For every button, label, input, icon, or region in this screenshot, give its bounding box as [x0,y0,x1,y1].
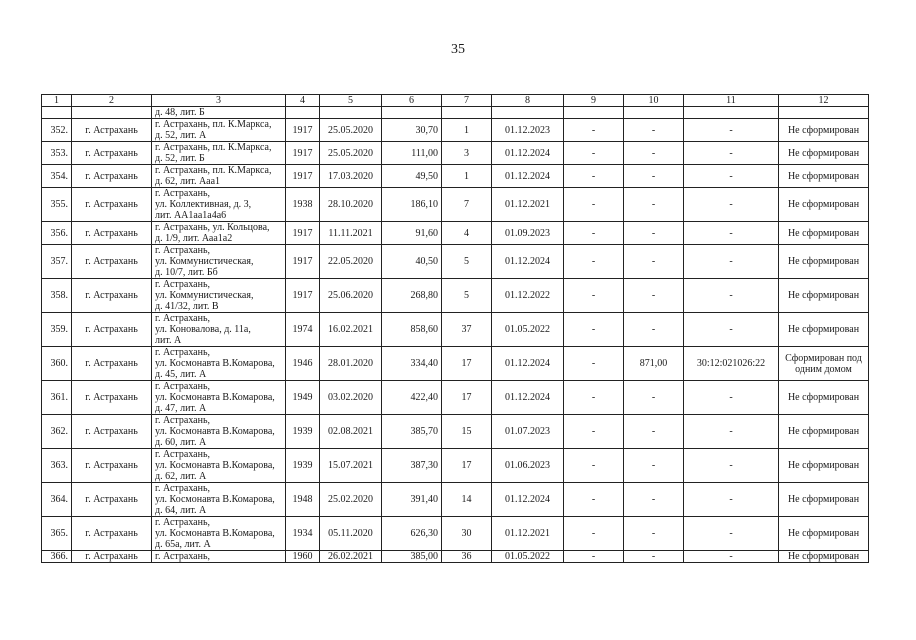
column-header: 10 [624,95,684,107]
date-cell: 15.07.2021 [320,449,382,483]
city-cell: г. Астрахань [72,415,152,449]
deadline-cell: 01.07.2023 [492,415,564,449]
address-cell: г. Астрахань, ул. Космонавта В.Комарова, д. 47, лит. А [152,381,286,415]
column-10-cell: - [624,449,684,483]
deadline-cell: 01.05.2022 [492,551,564,563]
date-cell: 28.10.2020 [320,188,382,222]
area-cell: 626,30 [382,517,442,551]
column-10-cell: - [624,517,684,551]
column-11-cell: 30:12:021026:22 [684,347,779,381]
deadline-cell: 01.09.2023 [492,222,564,245]
column-header: 3 [152,95,286,107]
deadline-cell: 01.12.2021 [492,188,564,222]
year-cell: 1917 [286,245,320,279]
table-row [42,142,869,165]
date-cell: 28.01.2020 [320,347,382,381]
column-11-cell: - [684,381,779,415]
column-9-cell: - [564,483,624,517]
status-cell: Не сформирован [779,165,869,188]
row-number-cell: 356. [42,222,72,245]
column-10-cell: - [624,381,684,415]
address-cell: г. Астрахань, ул. Коллективная, д. 3, лит. АА1аа1а4а6 [152,188,286,222]
address-cell: г. Астрахань, пл. К.Маркса, д. 62, лит. Ааа1 [152,165,286,188]
count-cell: 7 [442,188,492,222]
column-10-cell: - [624,222,684,245]
column-9-cell: - [564,381,624,415]
table-cell [492,107,564,119]
status-cell: Не сформирован [779,222,869,245]
continuation-row [42,107,869,119]
status-cell: Не сформирован [779,279,869,313]
column-9-cell: - [564,551,624,563]
status-cell: Сформирован под одним домом [779,347,869,381]
column-header: 2 [72,95,152,107]
date-cell: 26.02.2021 [320,551,382,563]
date-cell: 17.03.2020 [320,165,382,188]
address-cell: г. Астрахань, ул. Космонавта В.Комарова, д. 60, лит. А [152,415,286,449]
table-cell [564,107,624,119]
date-cell: 25.05.2020 [320,142,382,165]
city-cell: г. Астрахань [72,222,152,245]
address-cell: г. Астрахань, ул. Космонавта В.Комарова, д. 64, лит. А [152,483,286,517]
column-header: 12 [779,95,869,107]
count-cell: 17 [442,449,492,483]
area-cell: 422,40 [382,381,442,415]
deadline-cell: 01.05.2022 [492,313,564,347]
count-cell: 5 [442,245,492,279]
city-cell: г. Астрахань [72,142,152,165]
column-header: 1 [42,95,72,107]
city-cell: г. Астрахань [72,483,152,517]
table-cell [72,107,152,119]
year-cell: 1948 [286,483,320,517]
column-11-cell: - [684,449,779,483]
column-9-cell: - [564,165,624,188]
column-9-cell: - [564,188,624,222]
row-number-cell: 365. [42,517,72,551]
status-cell: Не сформирован [779,551,869,563]
table-row [42,119,869,142]
city-cell: г. Астрахань [72,245,152,279]
column-9-cell: - [564,119,624,142]
area-cell: 186,10 [382,188,442,222]
year-cell: 1939 [286,449,320,483]
address-cell: д. 48, лит. Б [152,107,286,119]
column-11-cell: - [684,517,779,551]
date-cell: 02.08.2021 [320,415,382,449]
status-cell: Не сформирован [779,313,869,347]
column-11-cell: - [684,279,779,313]
count-cell: 30 [442,517,492,551]
row-number-cell: 361. [42,381,72,415]
column-header: 7 [442,95,492,107]
city-cell: г. Астрахань [72,119,152,142]
column-11-cell: - [684,222,779,245]
column-header: 8 [492,95,564,107]
row-number-cell: 363. [42,449,72,483]
year-cell: 1960 [286,551,320,563]
year-cell: 1917 [286,165,320,188]
date-cell: 11.11.2021 [320,222,382,245]
header-row [42,95,869,107]
date-cell: 25.05.2020 [320,119,382,142]
table-cell [442,107,492,119]
area-cell: 268,80 [382,279,442,313]
date-cell: 25.06.2020 [320,279,382,313]
column-11-cell: - [684,483,779,517]
column-9-cell: - [564,222,624,245]
row-number-cell: 359. [42,313,72,347]
status-cell: Не сформирован [779,381,869,415]
deadline-cell: 01.06.2023 [492,449,564,483]
column-10-cell: - [624,119,684,142]
column-10-cell: - [624,483,684,517]
area-cell: 858,60 [382,313,442,347]
row-number-cell: 357. [42,245,72,279]
table-row [42,222,869,245]
deadline-cell: 01.12.2024 [492,245,564,279]
table-row [42,449,869,483]
year-cell: 1938 [286,188,320,222]
deadline-cell: 01.12.2024 [492,347,564,381]
year-cell: 1917 [286,279,320,313]
column-11-cell: - [684,415,779,449]
deadline-cell: 01.12.2023 [492,119,564,142]
row-number-cell: 353. [42,142,72,165]
count-cell: 36 [442,551,492,563]
column-header: 11 [684,95,779,107]
count-cell: 4 [442,222,492,245]
table-cell [382,107,442,119]
column-10-cell: - [624,142,684,165]
column-9-cell: - [564,313,624,347]
table-row [42,245,869,279]
city-cell: г. Астрахань [72,449,152,483]
row-number-cell: 360. [42,347,72,381]
table-row [42,313,869,347]
column-11-cell: - [684,142,779,165]
count-cell: 5 [442,279,492,313]
address-cell: г. Астрахань, ул. Коммунистическая, д. 10/7, лит. Бб [152,245,286,279]
area-cell: 91,60 [382,222,442,245]
table-cell [624,107,684,119]
column-header: 9 [564,95,624,107]
table-cell [42,107,72,119]
status-cell: Не сформирован [779,415,869,449]
count-cell: 1 [442,119,492,142]
column-9-cell: - [564,142,624,165]
year-cell: 1946 [286,347,320,381]
area-cell: 385,70 [382,415,442,449]
area-cell: 40,50 [382,245,442,279]
column-11-cell: - [684,245,779,279]
column-9-cell: - [564,517,624,551]
count-cell: 1 [442,165,492,188]
table-row [42,517,869,551]
column-9-cell: - [564,347,624,381]
address-cell: г. Астрахань, пл. К.Маркса, д. 52, лит. А [152,119,286,142]
city-cell: г. Астрахань [72,381,152,415]
deadline-cell: 01.12.2024 [492,142,564,165]
page-number: 35 [451,42,465,57]
row-number-cell: 364. [42,483,72,517]
count-cell: 37 [442,313,492,347]
address-cell: г. Астрахань, ул. Космонавта В.Комарова, д. 65а, лит. А [152,517,286,551]
column-10-cell: - [624,188,684,222]
table-row [42,347,869,381]
column-11-cell: - [684,119,779,142]
year-cell: 1917 [286,119,320,142]
address-cell: г. Астрахань, пл. К.Маркса, д. 52, лит. Б [152,142,286,165]
column-9-cell: - [564,449,624,483]
column-9-cell: - [564,415,624,449]
deadline-cell: 01.12.2024 [492,483,564,517]
address-cell: г. Астрахань, ул. Кольцова, д. 1/9, лит. Ааа1а2 [152,222,286,245]
column-10-cell: - [624,245,684,279]
table-cell [779,107,869,119]
table-row [42,415,869,449]
date-cell: 25.02.2020 [320,483,382,517]
area-cell: 385,00 [382,551,442,563]
date-cell: 05.11.2020 [320,517,382,551]
column-11-cell: - [684,188,779,222]
row-number-cell: 355. [42,188,72,222]
column-header: 4 [286,95,320,107]
column-header: 6 [382,95,442,107]
table-cell [684,107,779,119]
area-cell: 334,40 [382,347,442,381]
address-cell: г. Астрахань, [152,551,286,563]
count-cell: 17 [442,347,492,381]
address-cell: г. Астрахань, ул. Космонавта В.Комарова, д. 62, лит. А [152,449,286,483]
city-cell: г. Астрахань [72,165,152,188]
row-number-cell: 352. [42,119,72,142]
deadline-cell: 01.12.2024 [492,165,564,188]
city-cell: г. Астрахань [72,188,152,222]
year-cell: 1934 [286,517,320,551]
column-10-cell: - [624,415,684,449]
city-cell: г. Астрахань [72,279,152,313]
status-cell: Не сформирован [779,449,869,483]
deadline-cell: 01.12.2021 [492,517,564,551]
row-number-cell: 362. [42,415,72,449]
address-cell: г. Астрахань, ул. Коновалова, д. 11а, лит. А [152,313,286,347]
row-number-cell: 358. [42,279,72,313]
table-row [42,165,869,188]
table-row [42,551,869,563]
row-number-cell: 366. [42,551,72,563]
area-cell: 49,50 [382,165,442,188]
area-cell: 391,40 [382,483,442,517]
date-cell: 03.02.2020 [320,381,382,415]
column-10-cell: - [624,165,684,188]
table-cell [320,107,382,119]
table-row [42,483,869,517]
column-10-cell: - [624,313,684,347]
status-cell: Не сформирован [779,245,869,279]
status-cell: Не сформирован [779,517,869,551]
column-10-cell: 871,00 [624,347,684,381]
year-cell: 1974 [286,313,320,347]
address-cell: г. Астрахань, ул. Коммунистическая, д. 41/32, лит. В [152,279,286,313]
address-cell: г. Астрахань, ул. Космонавта В.Комарова, д. 45, лит. А [152,347,286,381]
row-number-cell: 354. [42,165,72,188]
city-cell: г. Астрахань [72,347,152,381]
column-10-cell: - [624,279,684,313]
column-11-cell: - [684,313,779,347]
column-10-cell: - [624,551,684,563]
table-cell [286,107,320,119]
registry-table [41,94,869,563]
status-cell: Не сформирован [779,188,869,222]
city-cell: г. Астрахань [72,551,152,563]
count-cell: 15 [442,415,492,449]
year-cell: 1917 [286,142,320,165]
column-11-cell: - [684,165,779,188]
column-9-cell: - [564,245,624,279]
count-cell: 14 [442,483,492,517]
column-9-cell: - [564,279,624,313]
year-cell: 1939 [286,415,320,449]
table-row [42,279,869,313]
date-cell: 22.05.2020 [320,245,382,279]
column-header: 5 [320,95,382,107]
status-cell: Не сформирован [779,142,869,165]
table-body [42,107,869,563]
table-row [42,381,869,415]
table-row [42,188,869,222]
city-cell: г. Астрахань [72,313,152,347]
date-cell: 16.02.2021 [320,313,382,347]
deadline-cell: 01.12.2022 [492,279,564,313]
count-cell: 3 [442,142,492,165]
area-cell: 387,30 [382,449,442,483]
status-cell: Не сформирован [779,483,869,517]
status-cell: Не сформирован [779,119,869,142]
year-cell: 1949 [286,381,320,415]
area-cell: 111,00 [382,142,442,165]
deadline-cell: 01.12.2024 [492,381,564,415]
year-cell: 1917 [286,222,320,245]
city-cell: г. Астрахань [72,517,152,551]
area-cell: 30,70 [382,119,442,142]
column-11-cell: - [684,551,779,563]
count-cell: 17 [442,381,492,415]
